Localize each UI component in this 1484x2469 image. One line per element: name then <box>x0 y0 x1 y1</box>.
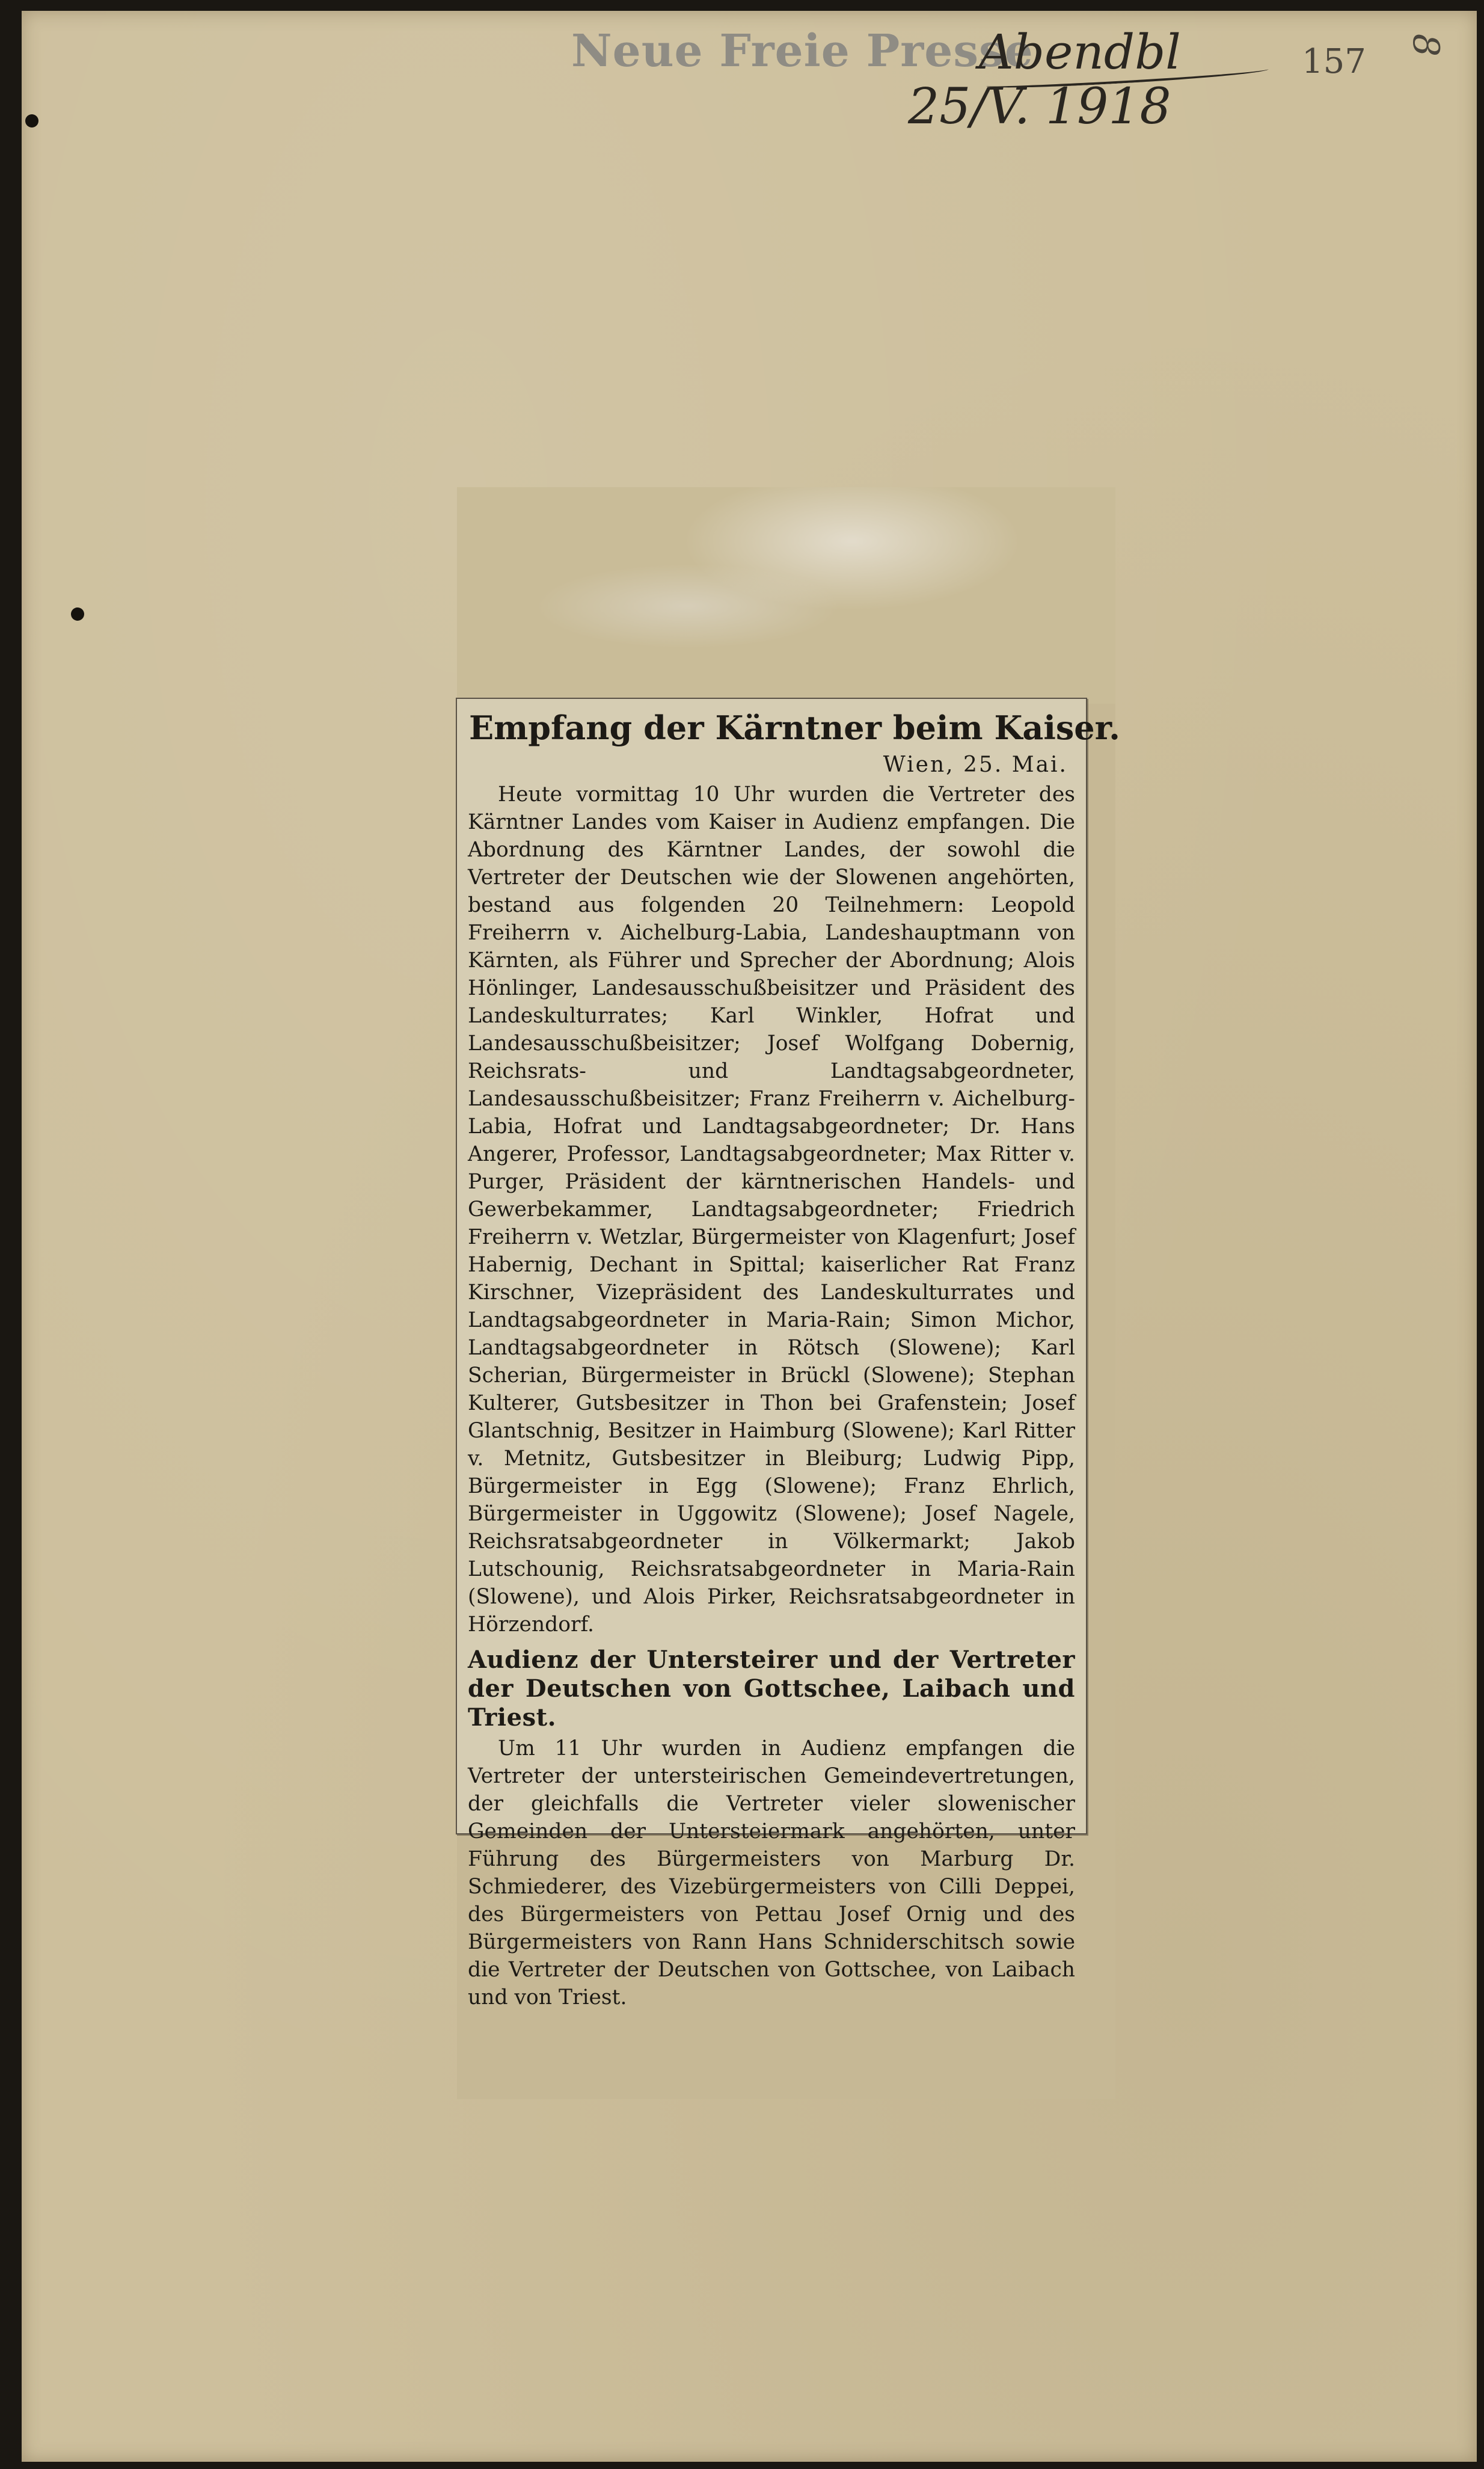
publication-stamp: Neue Freie Presse <box>571 25 1034 77</box>
archive-number: 157 <box>1302 42 1366 81</box>
clipping-paragraph-2: Um 11 Uhr wurden in Audienz empfangen die Vertreter der untersteirischen Gemeindevertretungen, der gleichfalls die Vertreter vieler slowenischer Gemeinden der Untersteiermark angehörten, unter Führung des Bürgermeisters von Marburg Dr. Schmiederer, des Vizebürgermeisters von Cilli Deppei, des Bürgermeisters von Pettau Josef Ornig und des Bürgermeisters von Rann Hans Schniderschitsch sowie die Vertreter der Deutschen von Gottschee, von Laibach und von Triest. <box>468 1736 1075 2009</box>
handwritten-date: 25/V. 1918 <box>908 78 1171 135</box>
punch-hole-lower <box>71 607 84 621</box>
glue-stain <box>457 487 1115 704</box>
handwritten-edition: Abendbl <box>979 24 1181 80</box>
clipping-dateline: Wien, 25. Mai. <box>883 752 1068 777</box>
clipping-paragraph-1: Heute vormittag 10 Uhr wurden die Vertreter des Kärntner Landes vom Kaiser in Audienz empfangen. Die Abordnung des Kärntner Landes, der sowohl die Vertreter der Deutschen wie der Slowenen angehörten, bestand aus folgenden 20 Teilnehmern: Leopold Freiherrn v. Aichelburg-Labia, Landeshauptmann von Kärnten, als Führer und Sprecher der Abordnung; Alois Hönlinger, Landesausschußbeisitzer und Präsident des Landeskulturrates; Karl Winkler, Hofrat und Landesausschußbeisitzer; Josef Wolfgang Dobernig, Reichsrats- und Landtagsabgeordneter, Landesausschußbeisitzer; Franz Freiherrn v. Aichelburg-Labia, Hofrat und Landtagsabgeordneter; Dr. Hans Angerer, Professor, Landtagsabgeordneter; Max Ritter v. Purger, Präsident der kärntnerischen Handels- und Gewerbekammer, Landtagsabgeordneter; Friedrich Freiherrn v. Wetzlar, Bürgermeister von Klagenfurt; Josef Habernig, Dechant in Spittal; kaiserlicher Rat Franz Kirschner, Vizepräsident des Landeskulturrates und Landtagsabgeordneter in Maria-Rain; Simon Michor, Landtagsabgeordneter in Rötsch (Slowene); Karl Scherian, Bürgermeister in Brückl (Slowene); Stephan Kulterer, Gutsbesitzer in Thon bei Grafenstein; Josef Glantschnig, Besitzer in Haimburg (Slowene); Karl Ritter v. Metnitz, Gutsbesitzer in Bleiburg; Ludwig Pipp, Bürgermeister in Egg (Slowene); Franz Ehrlich, Bürgermeister in Uggowitz (Slowene); Josef Nagele, Reichsratsabgeordneter in Völkermarkt; Jakob Lutschounig, Reichsratsabgeordneter in Maria-Rain (Slowene), und Alois Pirker, Reichsratsabgeordneter in Hörzendorf. <box>468 783 1075 1637</box>
punch-hole-upper <box>25 114 38 128</box>
corner-mark: 8 <box>1405 33 1447 57</box>
clipping-title: Empfang der Kärntner beim Kaiser. <box>469 709 1120 747</box>
clipping-subheading: Audienz der Untersteirer und der Vertreter der Deutschen von Gottschee, Laibach und Triest. <box>468 1646 1075 1732</box>
newspaper-clipping <box>456 698 1120 2009</box>
